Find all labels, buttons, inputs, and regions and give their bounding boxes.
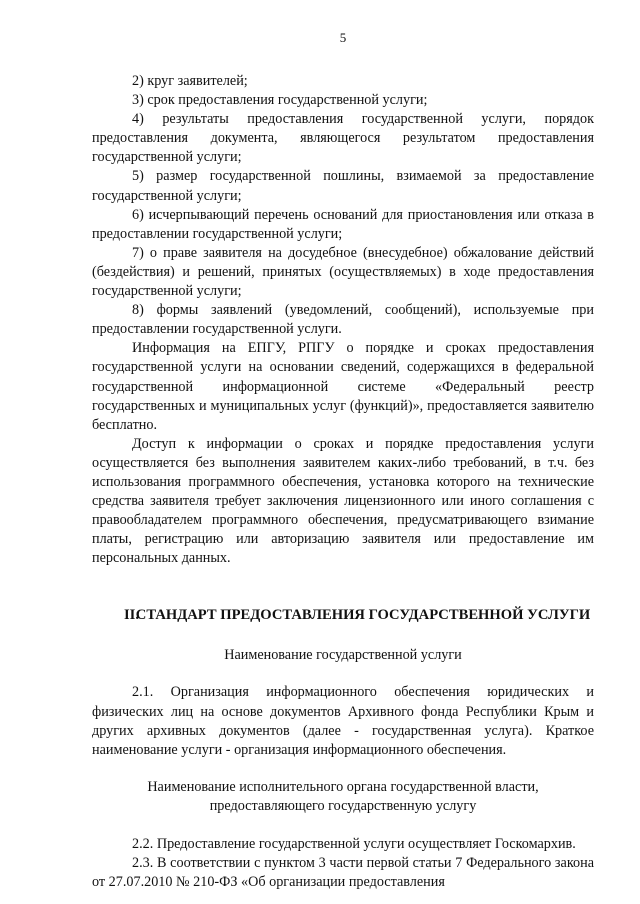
section-title: СТАНДАРТ ПРЕДОСТАВЛЕНИЯ ГОСУДАРСТВЕННОЙ УСЛУГИ	[135, 607, 591, 624]
page-number: 5	[339, 30, 347, 45]
list-item-8: 8) формы заявлений (уведомлений, сообщений), используемые при предоставлении государственной услуги.	[92, 302, 594, 338]
section-heading	[92, 606, 594, 625]
paragraph-2-3: 2.3. В соответствии с пунктом 3 части первой статьи 7 Федерального закона от 27.07.2010 № 210-ФЗ «Об организации предоставления	[92, 854, 594, 890]
list-item-3: 3) срок предоставления государственной услуги;	[132, 92, 428, 109]
list-item-6: 6) исчерпывающий перечень оснований для приостановления или отказа в предоставлении государственной услуги;	[92, 206, 594, 242]
list-item-2: 2) круг заявителей;	[132, 73, 248, 89]
list-item-4: 4) результаты предоставления государственной услуги, порядок предоставления документа, являющегося результатом предоставления государственной услуги;	[92, 111, 594, 166]
access-paragraph: Доступ к информации о сроках и порядке предоставления услуги осуществляется без выполнения заявителем каких-либо требований, в т.ч. без использования программного обеспечения, установка которого на технические средства заявителя требует заключения лицензионного или иного соглашения с правообладателем программного обеспечения, предусматривающего взимание платы, регистрацию или авторизацию заявителя или предоставление им персональных данных.	[92, 435, 594, 567]
subheading-service-name: Наименование государственной услуги	[224, 647, 462, 664]
info-paragraph: Информация на ЕПГУ, РПГУ о порядке и сроках предоставления государственной услуги на основании сведений, содержащихся в федеральной государственной информационной системе «Федеральный реестр государственных и муниципальных услуг (функций)», предоставляется заявителю бесплатно.	[92, 340, 594, 433]
document-page	[92, 30, 594, 892]
list-item-7: 7) о праве заявителя на досудебное (внесудебное) обжалование действий (бездействия) и решений, принятых (осуществляемых) в ходе предоставления государственной услуги;	[92, 244, 594, 300]
list-item-5: 5) размер государственной пошлины, взимаемой за предоставление государственной услуги;	[92, 168, 594, 204]
paragraph-2-1: 2.1. Организация информационного обеспечения юридических и физических лиц на основе документов Архивного фонда Республики Крым и других архивных документов (далее - государственная услуга). Краткое наименование услуги - организация информационного обеспечения.	[92, 684, 594, 758]
subheading-executive-body: Наименование исполнительного органа государственной власти, предоставляющего государственную услугу	[147, 778, 539, 814]
section-number: II.	[124, 607, 140, 624]
paragraph-2-2: 2.2. Предоставление государственной услуги осуществляет Госкомархив.	[132, 835, 576, 852]
